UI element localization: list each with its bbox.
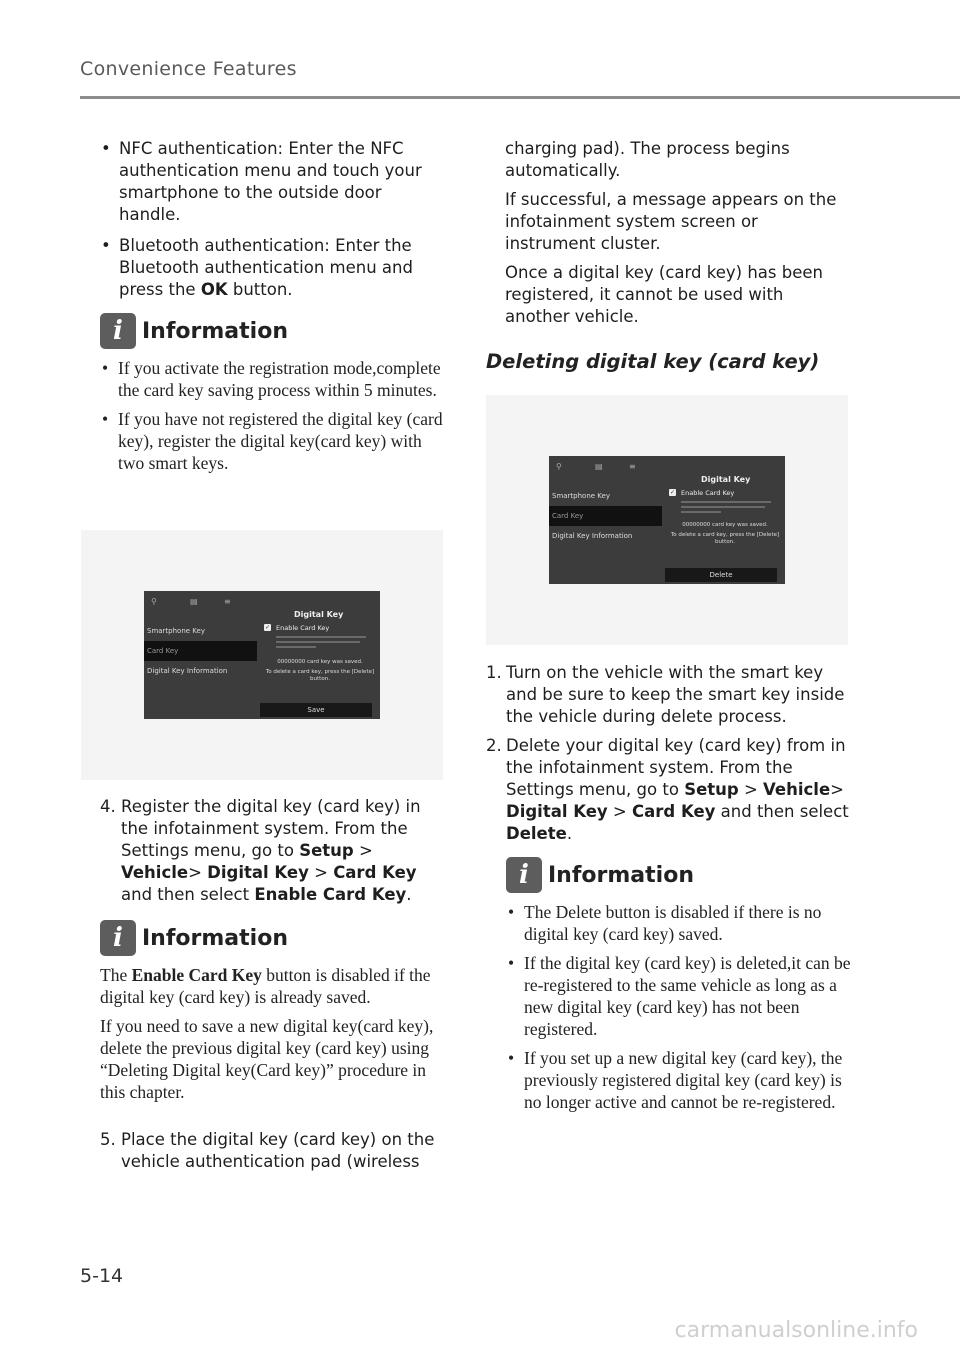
list-item: • If you have not registered the digital key (card key), register the digital key(card key) with two smart keys. bbox=[102, 409, 443, 473]
delete-hint: To delete a card key, press the [Delete] button. bbox=[670, 532, 780, 545]
faint-text-line bbox=[681, 501, 771, 503]
watermark: carmanualsonline.info bbox=[674, 1318, 918, 1343]
success-text: If successful, a message appears on the infotainment system screen or instrument cluster. bbox=[505, 190, 837, 253]
info-icon: i bbox=[506, 857, 542, 893]
saved-message: 00000000 card key was saved. bbox=[682, 522, 768, 528]
step-number: 2. bbox=[486, 736, 502, 755]
bullet-icon: • bbox=[508, 1048, 515, 1068]
save-button: Save bbox=[260, 703, 372, 717]
delete-button: Delete bbox=[665, 568, 777, 582]
list-item: • If you set up a new digital key (card key), the previously registered digital key (card key) is no longer active and cannot be re-registered. bbox=[508, 1048, 843, 1112]
faint-text-line bbox=[276, 646, 316, 648]
car-icon: ▤ bbox=[595, 462, 603, 471]
menu-item-smartphone-key: Smartphone Key bbox=[552, 492, 610, 500]
left-column bbox=[100, 138, 445, 481]
section-title: Convenience Features bbox=[80, 58, 297, 80]
faint-text-line bbox=[681, 506, 765, 508]
header-divider bbox=[80, 96, 960, 99]
information-heading bbox=[100, 920, 445, 956]
ok-button-label: OK bbox=[200, 280, 228, 299]
list-item: • If the digital key (card key) is deleted,it can be re-registered to the same vehicle as long as a new digital key (card key) has not been registered. bbox=[508, 953, 851, 1039]
information-label: Information bbox=[142, 318, 288, 344]
bullet-icon: • bbox=[101, 139, 111, 158]
panel-title: Digital Key bbox=[294, 610, 344, 619]
list-item: • Bluetooth authentication: Enter the Bluetooth authentication menu and press the OK button. bbox=[101, 236, 413, 299]
step-item: 5. Place the digital key (card key) on the vehicle authentication pad (wireless bbox=[100, 1130, 435, 1171]
info-icon: i bbox=[100, 313, 136, 349]
info-icon: i bbox=[100, 920, 136, 956]
information-heading bbox=[100, 313, 445, 349]
panel-title: Digital Key bbox=[701, 475, 751, 484]
step-item: 4. Register the digital key (card key) in the infotainment system. From the Settings menu, go to Setup > Vehicle> Digital Key > Card Key and then select Enable Card Key. bbox=[100, 797, 421, 904]
bullet-icon: • bbox=[102, 358, 109, 378]
checkbox-icon: ✓ bbox=[264, 624, 271, 631]
saved-message: 00000000 card key was saved. bbox=[277, 659, 363, 665]
infotainment-screen bbox=[144, 591, 380, 719]
continuation-text: charging pad). The process begins automatically. bbox=[505, 139, 790, 180]
menu-icon: ≡ bbox=[629, 462, 636, 471]
right-steps bbox=[486, 662, 851, 1120]
section-heading: Deleting digital key (card key) bbox=[486, 350, 820, 373]
info-paragraph: The Enable Card Key button is disabled if the digital key (card key) is already saved. bbox=[100, 965, 431, 1007]
step-item: 1. Turn on the vehicle with the smart key and be sure to keep the smart key inside the vehicle during delete process. bbox=[486, 663, 845, 726]
registered-text: Once a digital key (card key) has been registered, it cannot be used with another vehicle. bbox=[505, 263, 823, 326]
information-label: Information bbox=[142, 925, 288, 951]
bullet-icon: • bbox=[101, 236, 111, 255]
step-number: 4. bbox=[100, 797, 116, 816]
menu-icon: ≡ bbox=[224, 597, 231, 606]
list-item bbox=[100, 138, 445, 226]
menu-item-digital-key-info: Digital Key Information bbox=[147, 667, 228, 675]
search-icon: ⚲ bbox=[151, 597, 157, 606]
screenshot-register-card-key bbox=[81, 530, 443, 780]
information-note bbox=[100, 964, 445, 1103]
info-paragraph: If you need to save a new digital key(card key), delete the previous digital key (card key) using “Deleting Digital key(Card key)” procedure in this chapter. bbox=[100, 1016, 434, 1102]
faint-text-line bbox=[681, 511, 721, 513]
left-steps bbox=[100, 796, 445, 1180]
bluetooth-auth-text: Bluetooth authentication: Enter the Bluetooth authentication menu and press the bbox=[119, 236, 413, 299]
step-number: 1. bbox=[486, 663, 502, 682]
step-item: 2. Delete your digital key (card key) from in the infotainment system. From the Settings menu, go to Setup > Vehicle> Digital Key > Card Key and then select Delete. bbox=[486, 736, 849, 843]
list-item: • The Delete button is disabled if there is no digital key (card key) saved. bbox=[508, 902, 822, 944]
page-number: 5-14 bbox=[80, 1265, 124, 1287]
list-item: • If you activate the registration mode,complete the card key saving process within 5 minutes. bbox=[102, 358, 441, 400]
bullet-icon: • bbox=[508, 902, 515, 922]
information-note bbox=[100, 357, 445, 474]
faint-text-line bbox=[276, 641, 360, 643]
information-note bbox=[506, 901, 851, 1113]
faint-text-line bbox=[276, 636, 366, 638]
search-icon: ⚲ bbox=[556, 462, 562, 471]
delete-hint: To delete a card key, press the [Delete] button. bbox=[265, 669, 375, 682]
screenshot-delete-card-key bbox=[486, 395, 848, 645]
checkbox-icon: ✓ bbox=[669, 489, 676, 496]
enable-card-key-label: Enable Card Key bbox=[681, 489, 735, 497]
bullet-icon: • bbox=[508, 953, 515, 973]
right-column bbox=[486, 138, 851, 373]
menu-item-card-key: Card Key bbox=[552, 512, 584, 520]
menu-item-smartphone-key: Smartphone Key bbox=[147, 627, 205, 635]
menu-item-digital-key-info: Digital Key Information bbox=[552, 532, 633, 540]
step-number: 5. bbox=[100, 1130, 116, 1149]
menu-item-card-key: Card Key bbox=[147, 647, 179, 655]
car-icon: ▤ bbox=[190, 597, 198, 606]
enable-card-key-label: Enable Card Key bbox=[276, 624, 330, 632]
infotainment-screen bbox=[549, 456, 785, 584]
nfc-auth-text: NFC authentication: Enter the NFC authentication menu and touch your smartphone to the outside door handle. bbox=[119, 139, 422, 224]
information-heading bbox=[506, 857, 851, 893]
bullet-icon: • bbox=[102, 409, 109, 429]
information-label: Information bbox=[548, 862, 694, 888]
